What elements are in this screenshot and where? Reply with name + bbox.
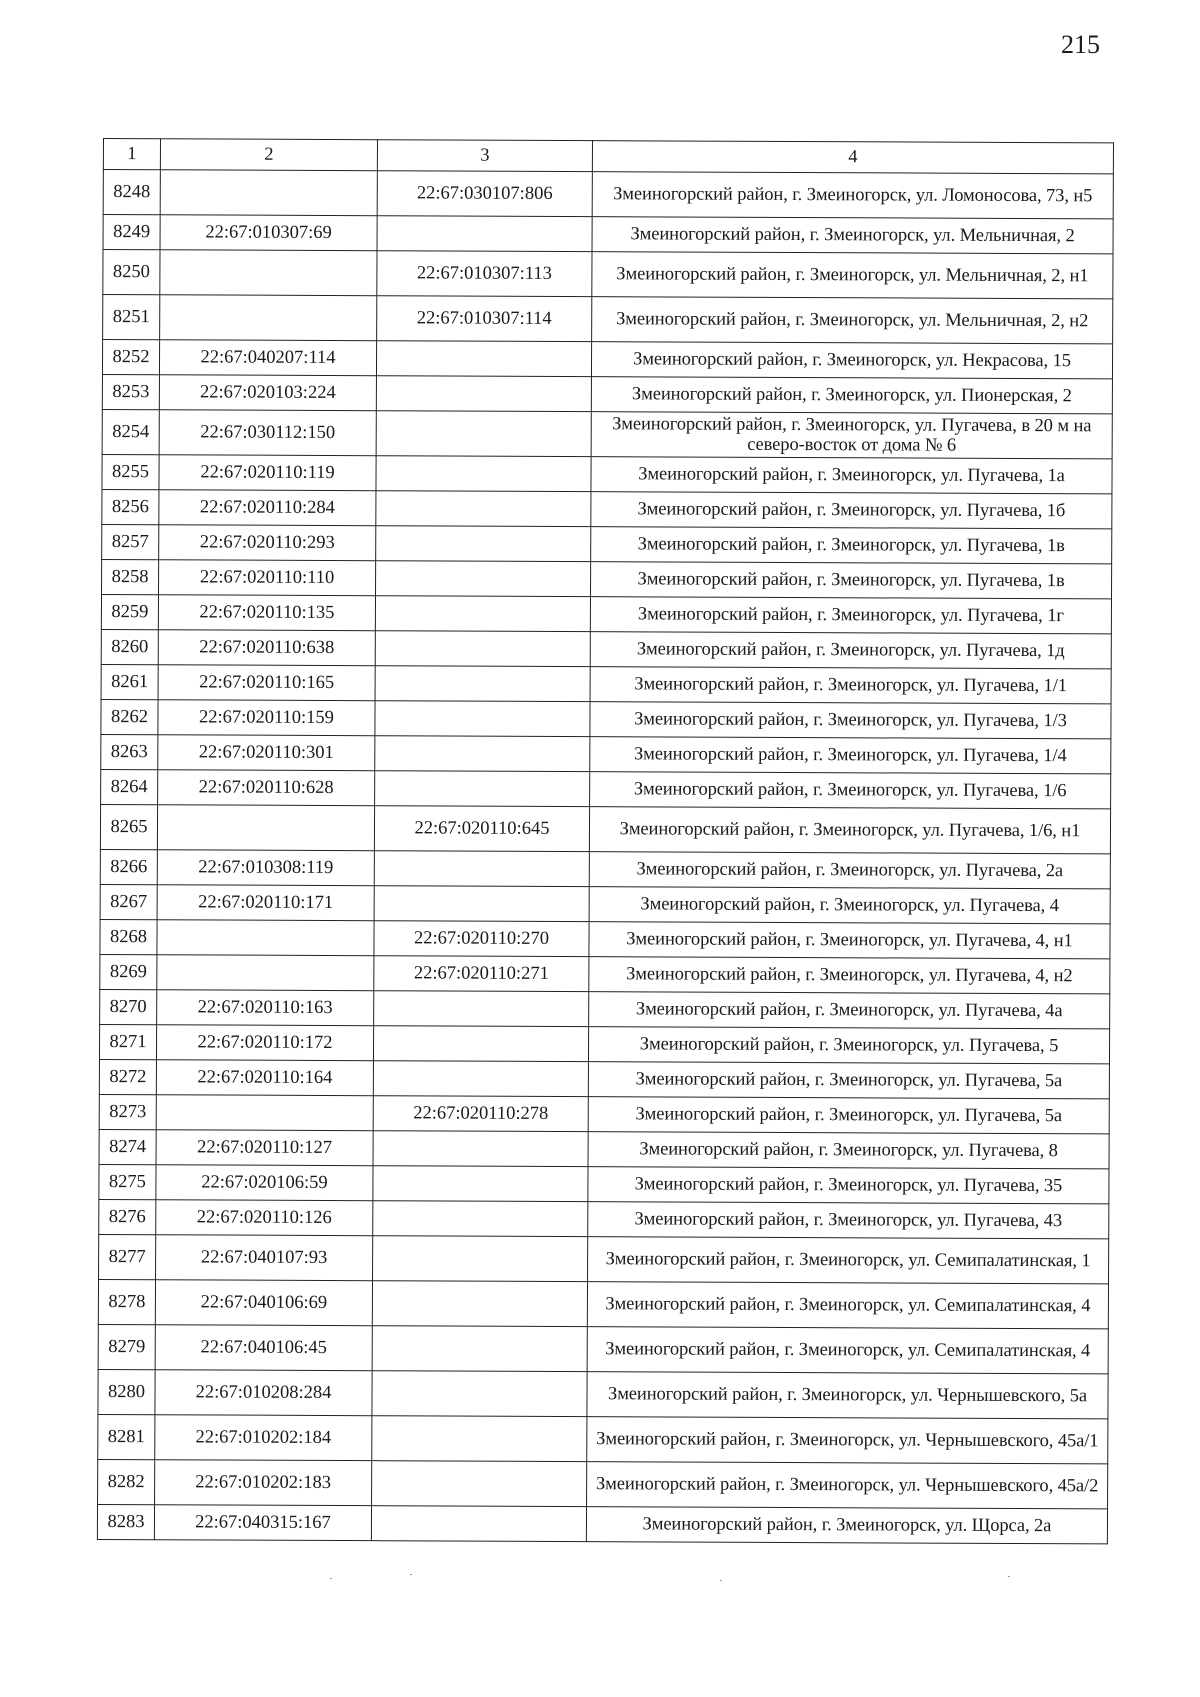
address-cell: Змеиногорский район, г. Змеиногорск, ул. Пугачева, 5а bbox=[588, 1062, 1109, 1099]
table-row bbox=[102, 559, 1112, 598]
row-number-cell: 8259 bbox=[101, 594, 158, 629]
premises-number-cell bbox=[373, 1131, 588, 1167]
table-row bbox=[100, 849, 1110, 888]
address-cell: Змеиногорский район, г. Змеиногорск, ул. Пугачева, 4 bbox=[589, 887, 1110, 924]
address-cell: Змеиногорский район, г. Змеиногорск, ул. Чернышевского, 45а/2 bbox=[587, 1462, 1108, 1509]
premises-number-cell: 22:67:020110:271 bbox=[374, 956, 589, 992]
scan-speck bbox=[410, 1574, 412, 1575]
row-number-cell: 8266 bbox=[100, 849, 157, 884]
premises-number-cell bbox=[375, 631, 590, 667]
table-body bbox=[97, 170, 1113, 1544]
table-row bbox=[103, 170, 1113, 219]
table-row bbox=[98, 1414, 1108, 1463]
scan-speck bbox=[720, 1580, 722, 1581]
cadastral-number-cell: 22:67:010308:119 bbox=[157, 850, 374, 886]
table-row bbox=[102, 454, 1112, 493]
premises-number-cell bbox=[376, 341, 591, 377]
cadastral-number-cell: 22:67:020110:628 bbox=[158, 770, 375, 806]
premises-number-cell: 22:67:020110:270 bbox=[374, 921, 589, 957]
premises-number-cell: 22:67:020110:278 bbox=[373, 1096, 588, 1132]
address-cell: Змеиногорский район, г. Змеиногорск, ул. Ломоносова, 73, н5 bbox=[592, 172, 1113, 219]
cadastral-number-cell: 22:67:010307:69 bbox=[160, 215, 377, 251]
table-row bbox=[97, 1504, 1107, 1543]
cadastral-number-cell bbox=[160, 170, 377, 216]
table-row bbox=[98, 1324, 1108, 1373]
table-row bbox=[102, 524, 1112, 563]
premises-number-cell bbox=[376, 456, 591, 492]
address-cell: Змеиногорский район, г. Змеиногорск, ул. Пугачева, 2а bbox=[589, 852, 1110, 889]
row-number-cell: 8272 bbox=[99, 1059, 156, 1094]
cadastral-number-cell: 22:67:020110:135 bbox=[158, 595, 375, 631]
row-number-cell: 8271 bbox=[99, 1024, 156, 1059]
cadastral-number-cell: 22:67:020110:119 bbox=[159, 455, 376, 491]
column-header: 2 bbox=[160, 139, 377, 171]
premises-number-cell bbox=[377, 216, 592, 252]
cadastral-number-cell bbox=[157, 805, 374, 851]
premises-number-cell: 22:67:010307:114 bbox=[377, 296, 592, 342]
cadastral-number-cell bbox=[160, 250, 377, 296]
row-number-cell: 8260 bbox=[101, 629, 158, 664]
address-cell: Змеиногорский район, г. Змеиногорск, ул. Пугачева, 4, н2 bbox=[589, 957, 1110, 994]
table-row bbox=[102, 489, 1112, 528]
table-row bbox=[99, 1164, 1109, 1203]
row-number-cell: 8262 bbox=[101, 699, 158, 734]
premises-number-cell bbox=[372, 1281, 587, 1327]
cadastral-number-cell: 22:67:020110:126 bbox=[156, 1200, 373, 1236]
table-row bbox=[103, 215, 1113, 254]
table-row bbox=[100, 989, 1110, 1028]
premises-number-cell bbox=[376, 491, 591, 527]
row-number-cell: 8279 bbox=[98, 1324, 155, 1369]
address-cell: Змеиногорский район, г. Змеиногорск, ул. Мельничная, 2, н1 bbox=[592, 252, 1113, 299]
premises-number-cell bbox=[373, 1201, 588, 1237]
row-number-cell: 8276 bbox=[99, 1199, 156, 1234]
cadastral-number-cell: 22:67:040107:93 bbox=[156, 1235, 373, 1281]
address-cell: Змеиногорский район, г. Змеиногорск, ул. Пугачева, 1/6, н1 bbox=[589, 807, 1110, 854]
premises-number-cell bbox=[371, 1506, 586, 1542]
premises-number-cell bbox=[373, 1061, 588, 1097]
column-header: 3 bbox=[377, 140, 592, 172]
table-row bbox=[98, 1459, 1108, 1508]
address-cell: Змеиногорский район, г. Змеиногорск, ул. Пугачева, 4, н1 bbox=[589, 922, 1110, 959]
address-cell: Змеиногорский район, г. Змеиногорск, ул. Пугачева, 1/1 bbox=[590, 667, 1111, 704]
table-header bbox=[103, 139, 1113, 174]
row-number-cell: 8263 bbox=[101, 734, 158, 769]
address-cell: Змеиногорский район, г. Змеиногорск, ул. Пугачева, 1д bbox=[590, 632, 1111, 669]
address-cell: Змеиногорский район, г. Змеиногорск, ул. Пугачева, 35 bbox=[588, 1167, 1109, 1204]
address-cell: Змеиногорский район, г. Змеиногорск, ул. Семипалатинская, 4 bbox=[587, 1327, 1108, 1374]
premises-number-cell bbox=[376, 526, 591, 562]
scan-speck bbox=[330, 1578, 332, 1579]
row-number-cell: 8256 bbox=[102, 489, 159, 524]
premises-number-cell bbox=[373, 1166, 588, 1202]
cadastral-number-cell: 22:67:020110:301 bbox=[158, 735, 375, 771]
row-number-cell: 8265 bbox=[100, 804, 157, 849]
cadastral-number-cell: 22:67:020110:172 bbox=[156, 1025, 373, 1061]
table-row bbox=[100, 954, 1110, 993]
table-row bbox=[99, 1129, 1109, 1168]
cadastral-number-cell: 22:67:020110:127 bbox=[156, 1130, 373, 1166]
cadastral-number-cell: 22:67:040207:114 bbox=[159, 340, 376, 376]
table-row bbox=[101, 594, 1111, 633]
cadastral-number-cell: 22:67:020110:638 bbox=[158, 630, 375, 666]
row-number-cell: 8264 bbox=[101, 769, 158, 804]
row-number-cell: 8283 bbox=[97, 1504, 154, 1539]
premises-number-cell bbox=[374, 851, 589, 887]
address-cell: Змеиногорский район, г. Змеиногорск, ул. Щорса, 2а bbox=[586, 1507, 1107, 1544]
premises-number-cell bbox=[372, 1461, 587, 1507]
table-row bbox=[99, 1094, 1109, 1133]
address-cell: Змеиногорский район, г. Змеиногорск, ул. Пугачева, 1б bbox=[591, 492, 1112, 529]
premises-number-cell bbox=[375, 771, 590, 807]
cadastral-number-cell: 22:67:020103:224 bbox=[159, 375, 376, 411]
address-cell: Змеиногорский район, г. Змеиногорск, ул. Пугачева, 5 bbox=[588, 1027, 1109, 1064]
table-row bbox=[102, 409, 1112, 458]
address-cell: Змеиногорский район, г. Змеиногорск, ул. Пугачева, 1в bbox=[591, 527, 1112, 564]
address-cell: Змеиногорский район, г. Змеиногорск, ул. Семипалатинская, 1 bbox=[588, 1237, 1109, 1284]
cadastral-number-cell bbox=[156, 1095, 373, 1131]
cadastral-number-cell: 22:67:010208:284 bbox=[155, 1370, 372, 1416]
table-row bbox=[101, 699, 1111, 738]
row-number-cell: 8278 bbox=[98, 1279, 155, 1324]
table-row bbox=[101, 629, 1111, 668]
cadastral-number-cell: 22:67:040106:69 bbox=[155, 1280, 372, 1326]
row-number-cell: 8257 bbox=[102, 524, 159, 559]
address-cell: Змеиногорский район, г. Змеиногорск, ул. Чернышевского, 5а bbox=[587, 1372, 1108, 1419]
row-number-cell: 8269 bbox=[100, 954, 157, 989]
address-cell: Змеиногорский район, г. Змеиногорск, ул. Чернышевского, 45а/1 bbox=[587, 1417, 1108, 1464]
cadastral-number-cell bbox=[160, 295, 377, 341]
row-number-cell: 8255 bbox=[102, 454, 159, 489]
premises-number-cell bbox=[375, 596, 590, 632]
table-row bbox=[101, 664, 1111, 703]
address-cell: Змеиногорский район, г. Змеиногорск, ул. Пугачева, 1/6 bbox=[590, 772, 1111, 809]
cadastral-number-cell: 22:67:020110:163 bbox=[157, 990, 374, 1026]
address-cell: Змеиногорский район, г. Змеиногорск, ул. Пионерская, 2 bbox=[591, 377, 1112, 414]
cadastral-number-cell: 22:67:020110:171 bbox=[157, 885, 374, 921]
premises-number-cell bbox=[374, 991, 589, 1027]
table-row bbox=[102, 374, 1112, 413]
address-cell: Змеиногорский район, г. Змеиногорск, ул. Пугачева, 43 bbox=[588, 1202, 1109, 1239]
address-cell: Змеиногорский район, г. Змеиногорск, ул. Пугачева, 1/4 bbox=[590, 737, 1111, 774]
cadastral-number-cell: 22:67:040315:167 bbox=[154, 1505, 371, 1541]
premises-number-cell bbox=[376, 411, 591, 457]
table-row bbox=[103, 295, 1113, 344]
cadastral-number-cell: 22:67:020110:284 bbox=[159, 490, 376, 526]
register-table bbox=[97, 138, 1114, 1544]
address-cell: Змеиногорский район, г. Змеиногорск, ул. Пугачева, 1/3 bbox=[590, 702, 1111, 739]
row-number-cell: 8261 bbox=[101, 664, 158, 699]
address-cell: Змеиногорский район, г. Змеиногорск, ул. Пугачева, в 20 м на северо-восток от дома № 6 bbox=[591, 412, 1112, 459]
table-row bbox=[101, 734, 1111, 773]
row-number-cell: 8275 bbox=[99, 1164, 156, 1199]
table-row bbox=[100, 884, 1110, 923]
premises-number-cell bbox=[376, 376, 591, 412]
table-row bbox=[99, 1059, 1109, 1098]
address-cell: Змеиногорский район, г. Змеиногорск, ул. Пугачева, 4а bbox=[589, 992, 1110, 1029]
cadastral-number-cell: 22:67:030112:150 bbox=[159, 410, 376, 456]
row-number-cell: 8270 bbox=[100, 989, 157, 1024]
row-number-cell: 8277 bbox=[99, 1234, 156, 1279]
column-header: 4 bbox=[592, 141, 1113, 174]
premises-number-cell: 22:67:030107:806 bbox=[377, 171, 592, 217]
address-cell: Змеиногорский район, г. Змеиногорск, ул. Некрасова, 15 bbox=[591, 342, 1112, 379]
row-number-cell: 8273 bbox=[99, 1094, 156, 1129]
table-row bbox=[99, 1199, 1109, 1238]
table-row bbox=[103, 250, 1113, 299]
address-cell: Змеиногорский район, г. Змеиногорск, ул. Пугачева, 1в bbox=[591, 562, 1112, 599]
row-number-cell: 8268 bbox=[100, 919, 157, 954]
table-row bbox=[100, 804, 1110, 853]
register-table-container bbox=[97, 138, 1113, 1544]
table-row bbox=[99, 1024, 1109, 1063]
premises-number-cell bbox=[375, 736, 590, 772]
premises-number-cell bbox=[373, 1026, 588, 1062]
row-number-cell: 8258 bbox=[102, 559, 159, 594]
cadastral-number-cell: 22:67:020110:165 bbox=[158, 665, 375, 701]
address-cell: Змеиногорский район, г. Змеиногорск, ул. Семипалатинская, 4 bbox=[587, 1282, 1108, 1329]
row-number-cell: 8253 bbox=[102, 374, 159, 409]
row-number-cell: 8248 bbox=[103, 170, 160, 215]
cadastral-number-cell: 22:67:020110:293 bbox=[159, 525, 376, 561]
row-number-cell: 8274 bbox=[99, 1129, 156, 1164]
premises-number-cell bbox=[374, 886, 589, 922]
premises-number-cell bbox=[376, 561, 591, 597]
table-row bbox=[98, 1369, 1108, 1418]
row-number-cell: 8251 bbox=[103, 295, 160, 340]
table-row bbox=[102, 340, 1112, 379]
address-cell: Змеиногорский район, г. Змеиногорск, ул. Мельничная, 2 bbox=[592, 217, 1113, 254]
row-number-cell: 8252 bbox=[102, 340, 159, 375]
cadastral-number-cell: 22:67:020110:110 bbox=[159, 560, 376, 596]
table-row bbox=[101, 769, 1111, 808]
cadastral-number-cell bbox=[157, 955, 374, 991]
premises-number-cell bbox=[375, 701, 590, 737]
premises-number-cell bbox=[372, 1416, 587, 1462]
page-number: 215 bbox=[1061, 30, 1100, 59]
cadastral-number-cell: 22:67:020110:164 bbox=[156, 1060, 373, 1096]
row-number-cell: 8249 bbox=[103, 215, 160, 250]
cadastral-number-cell: 22:67:010202:184 bbox=[155, 1415, 372, 1461]
address-cell: Змеиногорский район, г. Змеиногорск, ул. Пугачева, 8 bbox=[588, 1132, 1109, 1169]
table-row bbox=[99, 1234, 1109, 1283]
cadastral-number-cell: 22:67:020110:159 bbox=[158, 700, 375, 736]
address-cell: Змеиногорский район, г. Змеиногорск, ул. Пугачева, 5а bbox=[588, 1097, 1109, 1134]
table-row bbox=[98, 1279, 1108, 1328]
premises-number-cell bbox=[372, 1371, 587, 1417]
header-row bbox=[103, 139, 1113, 174]
cadastral-number-cell: 22:67:020106:59 bbox=[156, 1165, 373, 1201]
premises-number-cell: 22:67:010307:113 bbox=[377, 251, 592, 297]
row-number-cell: 8267 bbox=[100, 884, 157, 919]
scan-speck bbox=[1008, 1576, 1010, 1577]
row-number-cell: 8254 bbox=[102, 409, 159, 454]
table-row bbox=[100, 919, 1110, 958]
row-number-cell: 8281 bbox=[98, 1414, 155, 1459]
row-number-cell: 8250 bbox=[103, 250, 160, 295]
row-number-cell: 8280 bbox=[98, 1369, 155, 1414]
row-number-cell: 8282 bbox=[98, 1459, 155, 1504]
address-cell: Змеиногорский район, г. Змеиногорск, ул. Пугачева, 1г bbox=[590, 597, 1111, 634]
address-cell: Змеиногорский район, г. Змеиногорск, ул. Пугачева, 1а bbox=[591, 457, 1112, 494]
cadastral-number-cell bbox=[157, 920, 374, 956]
cadastral-number-cell: 22:67:010202:183 bbox=[155, 1460, 372, 1506]
premises-number-cell bbox=[373, 1236, 588, 1282]
premises-number-cell: 22:67:020110:645 bbox=[374, 806, 589, 852]
cadastral-number-cell: 22:67:040106:45 bbox=[155, 1325, 372, 1371]
premises-number-cell bbox=[372, 1326, 587, 1372]
premises-number-cell bbox=[375, 666, 590, 702]
address-cell: Змеиногорский район, г. Змеиногорск, ул. Мельничная, 2, н2 bbox=[592, 297, 1113, 344]
column-header: 1 bbox=[103, 139, 160, 170]
